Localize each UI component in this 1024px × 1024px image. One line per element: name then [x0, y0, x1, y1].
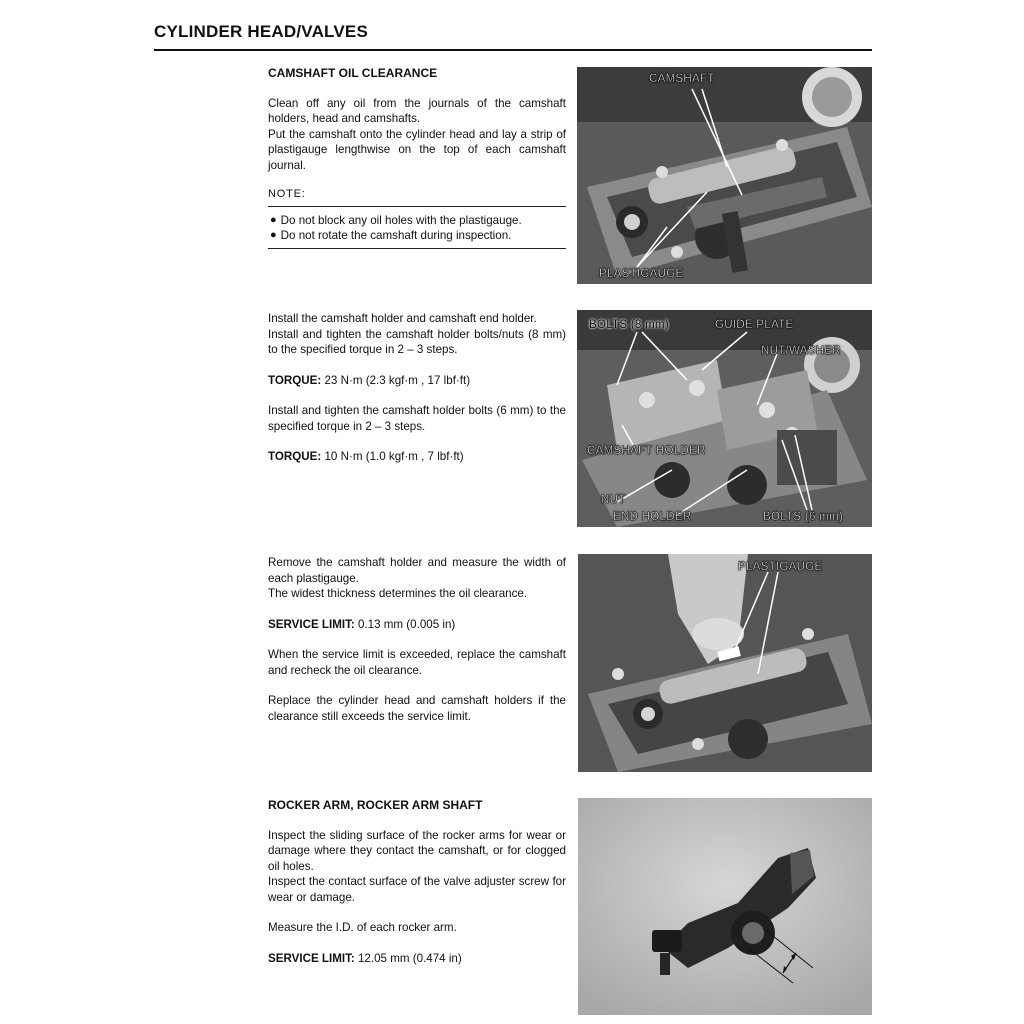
limit-label: SERVICE LIMIT: [268, 617, 355, 631]
limit-label: SERVICE LIMIT: [268, 951, 355, 965]
label-camshaft: CAMSHAFT [649, 73, 715, 85]
section-install-holder [268, 311, 566, 465]
paragraph: Remove the camshaft holder and measure the width of each plastigauge. [268, 556, 566, 585]
paragraph: When the service limit is exceeded, replace the camshaft and recheck the oil clearance. [268, 648, 566, 677]
paragraph: Install and tighten the camshaft holder bolts/nuts (8 mm) to the specified torque in 2 – 3 steps. [268, 327, 566, 356]
paragraph: Inspect the contact surface of the valve adjuster screw for wear or damage. [268, 875, 566, 904]
paragraph: Install and tighten the camshaft holder bolts (6 mm) to the specified torque in 2 – 3 steps. [268, 404, 566, 433]
torque-label: TORQUE: [268, 373, 322, 387]
figure-measure-plastigauge [578, 554, 872, 772]
section-heading: CAMSHAFT OIL CLEARANCE [268, 66, 438, 80]
note-bullet: ● Do not block any oil holes with the plastigauge. [270, 213, 522, 227]
note-bullet-text: Do not rotate the camshaft during inspection. [280, 229, 512, 242]
label-bolts-8mm: BOLTS (8 mm) [589, 319, 670, 331]
paragraph: Inspect the sliding surface of the rocker arms for wear or damage where they contact the camshaft, or for clogged oil holes. [268, 828, 566, 873]
note-list [268, 207, 566, 248]
label-camshaft-holder: CAMSHAFT HOLDER [587, 445, 706, 457]
label-bolts-6mm: BOLTS (6 mm) [763, 511, 844, 523]
label-plastigauge: PLASTIGAUGE [599, 268, 684, 280]
label-plastigauge: PLASTIGAUGE [738, 561, 823, 573]
torque-value: 10 N·m (1.0 kgf·m , 7 lbf·ft) [324, 450, 464, 463]
note-label: NOTE: [268, 188, 306, 200]
note-bullet: ● Do not rotate the camshaft during inspection. [270, 229, 512, 242]
paragraph: The widest thickness determines the oil clearance. [268, 587, 528, 600]
note-bullet-text: Do not block any oil holes with the plastigauge. [280, 213, 522, 227]
engine-photo-illustration [578, 554, 872, 772]
section-heading: ROCKER ARM, ROCKER ARM SHAFT [268, 798, 483, 812]
limit-value: 12.05 mm (0.474 in) [357, 951, 462, 965]
paragraph: Clean off any oil from the journals of the camshaft holders, head and camshafts. [268, 96, 566, 125]
torque-value: 23 N·m (2.3 kgf·m , 17 lbf·ft) [324, 373, 471, 387]
label-guide-plate: GUIDE PLATE [715, 319, 794, 331]
limit-value: 0.13 mm (0.005 in) [357, 617, 456, 631]
figure-camshaft-holder [577, 310, 872, 527]
paragraph: Measure the I.D. of each rocker arm. [268, 921, 457, 934]
label-end-holder: END HOLDER [613, 511, 692, 523]
page-header [154, 22, 872, 51]
rocker-arm-illustration [578, 798, 872, 1015]
page-title: CYLINDER HEAD/VALVES [154, 22, 369, 41]
service-limit [268, 951, 566, 967]
figure-camshaft-plastigauge [577, 67, 872, 284]
figure-rocker-arm [578, 798, 872, 1015]
paragraph: Replace the cylinder head and camshaft holders if the clearance still exceeds the service limit. [268, 694, 566, 723]
torque-label: TORQUE: [268, 450, 322, 463]
service-limit [268, 617, 566, 633]
section-measure-clearance [268, 555, 566, 724]
section-camshaft-oil-clearance [268, 66, 566, 249]
label-nut-washer: NUT/WASHER [761, 345, 841, 357]
paragraph: Put the camshaft onto the cylinder head and lay a strip of plastigauge lengthwise on the top of each camshaft journal. [268, 127, 566, 172]
label-nut: NUT [601, 494, 626, 506]
section-rocker-arm [268, 798, 566, 966]
paragraph: Install the camshaft holder and camshaft end holder. [268, 312, 537, 325]
torque-spec [268, 449, 566, 465]
engine-photo-illustration [577, 67, 872, 284]
torque-spec [268, 373, 566, 389]
note-rule-bottom [268, 248, 566, 249]
